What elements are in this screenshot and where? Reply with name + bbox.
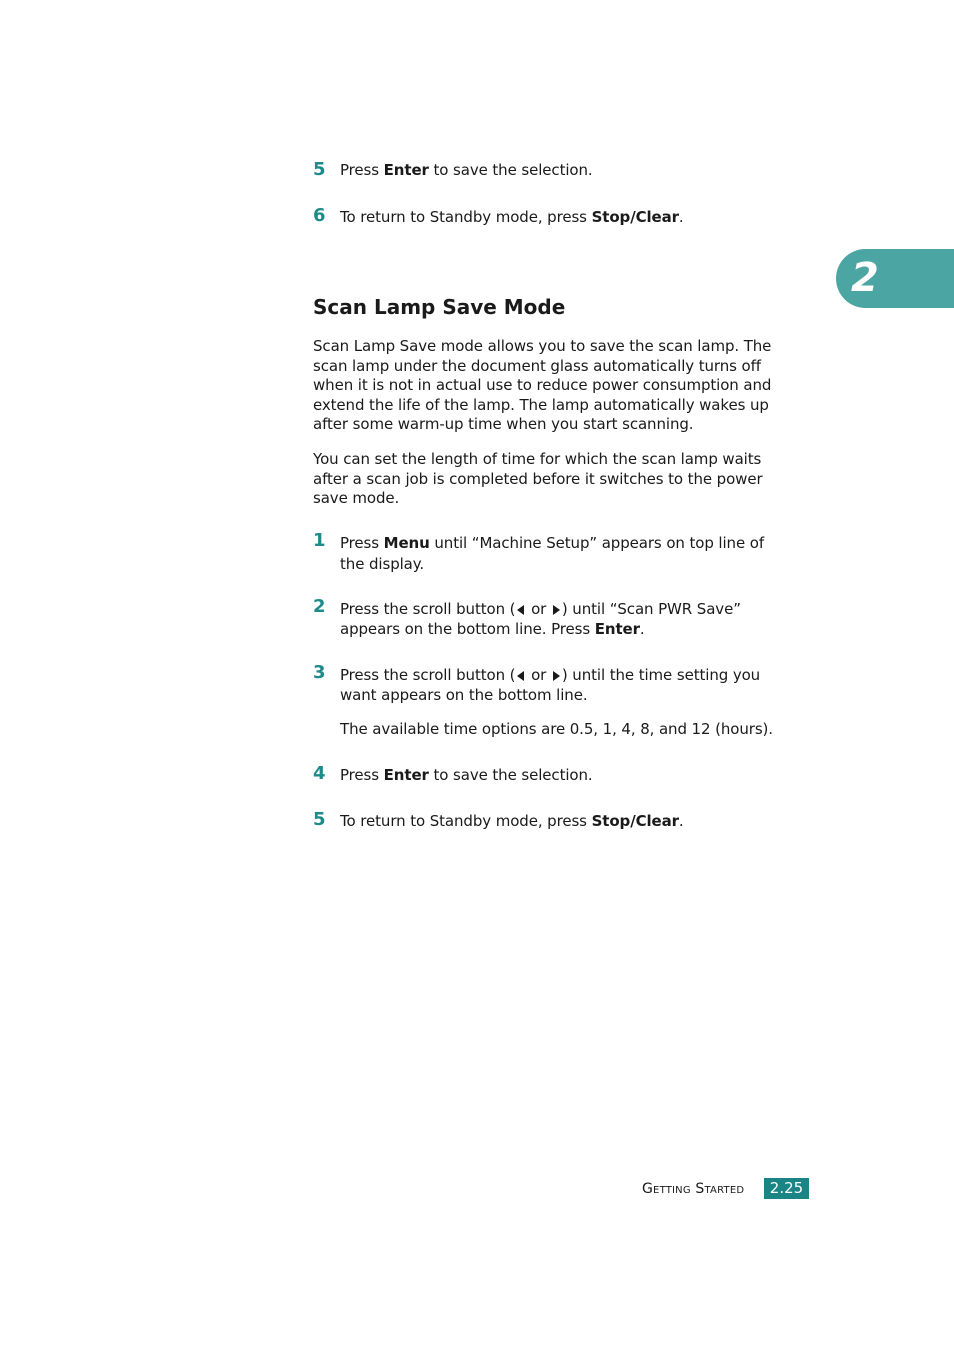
step-number: 4 bbox=[313, 763, 326, 784]
step-number: 6 bbox=[313, 205, 326, 226]
paragraph-timing: You can set the length of time for which the scan lamp waits after a scan job is completed before it switches to the power save mode. bbox=[313, 450, 763, 507]
step-note: The available time options are 0.5, 1, 4, 8, and 12 (hours). bbox=[340, 720, 773, 738]
step-number: 5 bbox=[313, 159, 326, 180]
left-arrow-icon bbox=[517, 671, 524, 681]
section-heading: Scan Lamp Save Mode bbox=[313, 295, 566, 319]
paragraph-intro: Scan Lamp Save mode allows you to save the scan lamp. The scan lamp under the document glass automatically turns off when it is not in actual use to reduce power consumption and extend the life of the lamp. The lamp automatically wakes up after some warm-up time when you start scanning. bbox=[313, 337, 772, 433]
step-text: To return to Standby mode, press Stop/Clear. bbox=[340, 812, 684, 830]
step-text: To return to Standby mode, press Stop/Clear. bbox=[340, 208, 684, 226]
right-arrow-icon bbox=[553, 605, 560, 615]
footer-chapter-label: Getting Started bbox=[642, 1181, 745, 1197]
step-number: 3 bbox=[313, 662, 326, 683]
left-arrow-icon bbox=[517, 605, 524, 615]
step-text: Press Menu until “Machine Setup” appears on top line of the display. bbox=[340, 534, 765, 573]
step-text: Press Enter to save the selection. bbox=[340, 766, 593, 784]
step-text: Press Enter to save the selection. bbox=[340, 161, 593, 179]
step-number: 5 bbox=[313, 809, 326, 830]
step-number: 1 bbox=[313, 530, 326, 551]
step-number: 2 bbox=[313, 596, 326, 617]
chapter-tab bbox=[836, 249, 954, 308]
step-text: Press the scroll button ( or ) until the time setting you want appears on the bottom line. bbox=[340, 666, 761, 704]
right-arrow-icon bbox=[553, 671, 560, 681]
step-text: Press the scroll button ( or ) until “Scan PWR Save” appears on the bottom line. Press Enter. bbox=[340, 600, 741, 638]
page-number: 2.25 bbox=[764, 1178, 809, 1199]
chapter-number: 2 bbox=[851, 255, 879, 301]
